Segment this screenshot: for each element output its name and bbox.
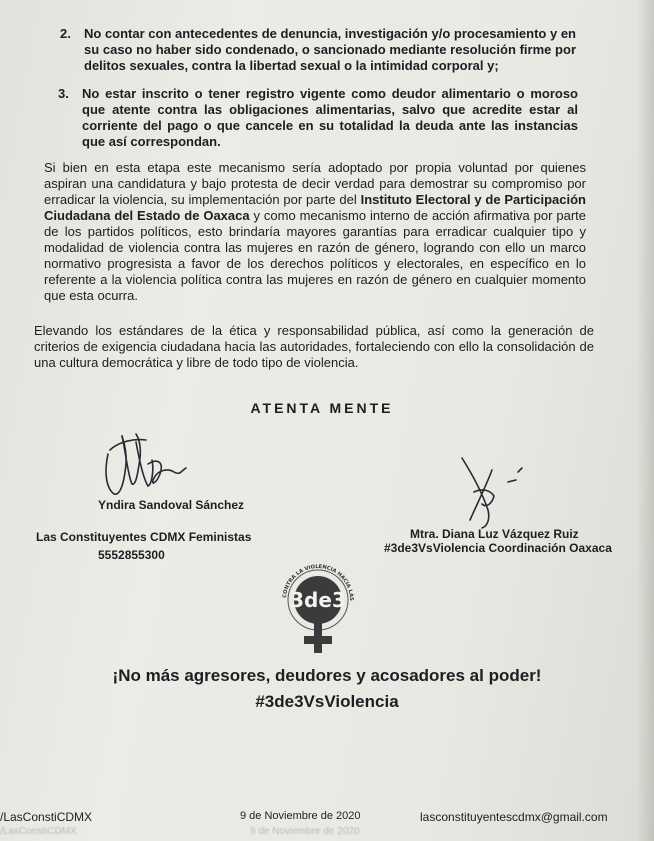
signatory-1-organization: Las Constituyentes CDMX Feministas bbox=[36, 530, 252, 544]
body-paragraph-2: Elevando los estándares de la ética y responsabilidad pública, así como la generación de criterios de exigencia ciudadana hacia las autoridades, fortaleciendo con ello la consolidación de una cultura democrática y libre de todo tipo de violencia. bbox=[34, 323, 594, 370]
closing-text: ATENTA MENTE bbox=[250, 400, 394, 416]
footer-social-handle: /LasConstiCDMX bbox=[0, 810, 93, 824]
signatory-2-organization: #3de3VsViolencia Coordinación Oaxaca bbox=[384, 541, 612, 555]
closing-salutation bbox=[0, 400, 654, 416]
paragraph-text: Si bien en esta etapa este mecanismo sería adoptado por propia voluntad por quienes aspiran una candidatura y bajo protesta de decir verdad para demostrar su compromiso por erradicar la violencia, su implementación por parte del bbox=[44, 160, 586, 207]
paragraph-text: y como mecanismo interno de acción afirmativa por parte de los partidos políticos, esto brindaría mayores garantías para erradicar cualquier tipo y modalidad de violencia contra las mujeres en razón de género, logrando con ello un marco normativo progresista a favor de los derechos políticos y electorales, en específico en lo referente a la violencia política contra las mujeres en razón de género en cualquier momento que esta ocurra. bbox=[44, 208, 586, 303]
item-number: 3. bbox=[58, 86, 69, 101]
footer-email: lasconstituyentescdmx@gmail.com bbox=[420, 810, 608, 824]
logo-center-text: 3de3 bbox=[290, 588, 346, 612]
signatory-1-name: Yndira Sandoval Sánchez bbox=[98, 498, 245, 512]
slogan-line-1: ¡No más agresores, deudores y acosadores al poder! bbox=[112, 666, 542, 685]
item-text: No estar inscrito o tener registro vigente como deudor alimentario o moroso que atente contra las obligaciones alimentarias, salvo que acredite estar al corriente del pago o que cancele en su totalidad la deuda ante las instancias que así correspondan. bbox=[82, 86, 578, 149]
page-edge-shadow bbox=[636, 0, 654, 841]
handwritten-signature-2 bbox=[452, 452, 532, 532]
3de3-logo bbox=[270, 560, 366, 664]
handwritten-signature-1 bbox=[96, 424, 196, 502]
signatory-2-name: Mtra. Diana Luz Vázquez Ruiz bbox=[410, 527, 579, 541]
footer-date: 9 de Noviembre de 2020 bbox=[240, 810, 361, 822]
item-number: 2. bbox=[60, 26, 71, 41]
bleedthrough-date: 9 de Noviembre de 2020 bbox=[250, 826, 360, 836]
venus-symbol-icon bbox=[270, 560, 366, 664]
body-paragraph-1 bbox=[44, 160, 586, 304]
bleedthrough-handle: /LasConstiCDMX bbox=[0, 826, 77, 836]
logo-ring-text: CONTRA LA VIOLENCIA HACIA LAS bbox=[282, 563, 355, 601]
signatory-1-phone: 5552855300 bbox=[98, 548, 165, 562]
institute-name: Instituto Electoral y de Participación Ciudadana del Estado de Oaxaca bbox=[44, 192, 587, 223]
slogan-hashtag: #3de3VsViolencia bbox=[255, 692, 399, 711]
item-text: No contar con antecedentes de denuncia, investigación y/o procesamiento y en su caso no haber sido condenado, o sancionado mediante resolución firme por delitos sexuales, contra la libertad sexual o la intimidad corporal y; bbox=[84, 26, 576, 73]
